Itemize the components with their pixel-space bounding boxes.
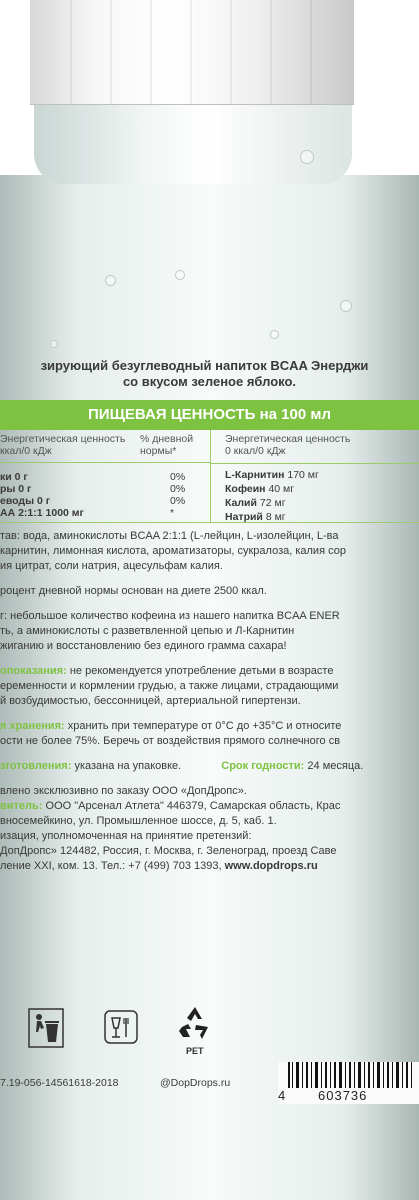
barcode-number: 603736 <box>318 1088 368 1103</box>
nutrition-row: АА 2:1:1 1000 мг * <box>0 507 175 519</box>
pct-header: % дневной нормы* <box>140 433 194 457</box>
dates: зготовления: указана на упаковке. Срок годности: 24 месяца. <box>0 760 364 772</box>
bottle-neck <box>34 104 352 184</box>
glass-fork-food-safe-icon <box>104 1010 138 1044</box>
recycle-icon <box>175 1004 215 1042</box>
trash-bin-person-icon <box>28 1008 64 1048</box>
bubble <box>270 330 279 339</box>
left-header-kcal: ккал/0 кДж <box>0 445 52 457</box>
bubble <box>175 270 185 280</box>
nutrition-left-column <box>0 430 211 522</box>
storage: я хранения: хранить при температуре от 0°С до +35°С и относите ости не более 75%. Беречь от воздействия прямого солнечного св <box>0 720 342 747</box>
product-label <box>0 358 419 874</box>
manufacturer: влено эксклюзивно по заказу ООО «ДопДропс». витель: ООО "Арсенал Атлета" 446379, Самарская область, Крас вносемейкино, ул. Промышленное шоссе, д. 5, каб. 1. изация, уполномоченная на принятие претензий: ДопДропс» 124482, Россия, г. Москва, г. Зеленоград, проезд Саве ление XXI, ком. 13. Тел.: +7 (499) 703 1393, www.dopdrops.ru <box>0 785 341 872</box>
bubble <box>105 275 116 286</box>
intro-line-2: со вкусом зеленое яблоко. <box>122 374 297 389</box>
disposal-icons <box>0 1000 419 1060</box>
bubble <box>340 300 352 312</box>
nutrition-right-row: Калий 72 мг <box>225 497 286 509</box>
bubble <box>50 340 58 348</box>
nutrition-row: ки 0 г 0% <box>0 471 186 483</box>
benefits: г: небольшое количество кофеина из нашего напитка BCAA ENER ть, а аминокислоты с разветвленной цепью и Л-Карнитин жиганию и восстановлению без единого грамма сахара! <box>0 610 340 652</box>
tu-code: 7.19-056-14561618-2018 <box>0 1077 119 1089</box>
website: www.dopdrops.ru <box>224 860 318 872</box>
nutrition-right-row: Натрий 8 мг <box>225 511 286 523</box>
left-header-energy: Энергетическая ценность <box>0 433 126 445</box>
composition: тав: вода, аминокислоты BCAA 2:1:1 (L-лейцин, L-изолейцин, L-ва карнитин, лимонная кислота, ароматизаторы, сукралоза, калия сор ия цитрат, соли натрия, ацесульфам калия. <box>0 530 346 572</box>
intro-line-1: зирующий безуглеводный напиток BCAA Энерджи <box>40 358 369 373</box>
bubble <box>300 150 314 164</box>
social-handle: @DopDrops.ru <box>160 1077 231 1089</box>
barcode-digit: 4 <box>278 1088 286 1103</box>
daily-note: роцент дневной нормы основан на диете 2500 ккал. <box>0 585 267 597</box>
nutrition-banner: ПИЩЕВАЯ ЦЕННОСТЬ на 100 мл <box>0 400 419 430</box>
nutrition-right-column <box>211 430 419 522</box>
product-intro <box>0 358 419 390</box>
nutrition-left-header <box>0 430 210 463</box>
nutrition-row: еводы 0 г 0% <box>0 495 186 507</box>
barcode <box>278 1062 419 1104</box>
nutrition-right-row: L-Карнитин 170 мг <box>225 469 319 481</box>
pet-label: PET <box>186 1046 204 1056</box>
nutrition-right-header: Энергетическая ценность 0 ккал/0 кДж <box>211 430 419 464</box>
nutrition-row: ры 0 г 0% <box>0 483 186 495</box>
nutrition-table <box>0 430 419 523</box>
bottle-cap <box>30 0 354 105</box>
nutrition-right-row: Кофеин 40 мг <box>225 483 295 495</box>
label-text <box>0 529 419 874</box>
contraindications: опоказания: не рекомендуется употребление детьми в возрасте еременности и кормлении грудью, а также лицами, страдающими й возбудимостью, бессонницей, артериальной гипертензи. <box>0 665 339 707</box>
